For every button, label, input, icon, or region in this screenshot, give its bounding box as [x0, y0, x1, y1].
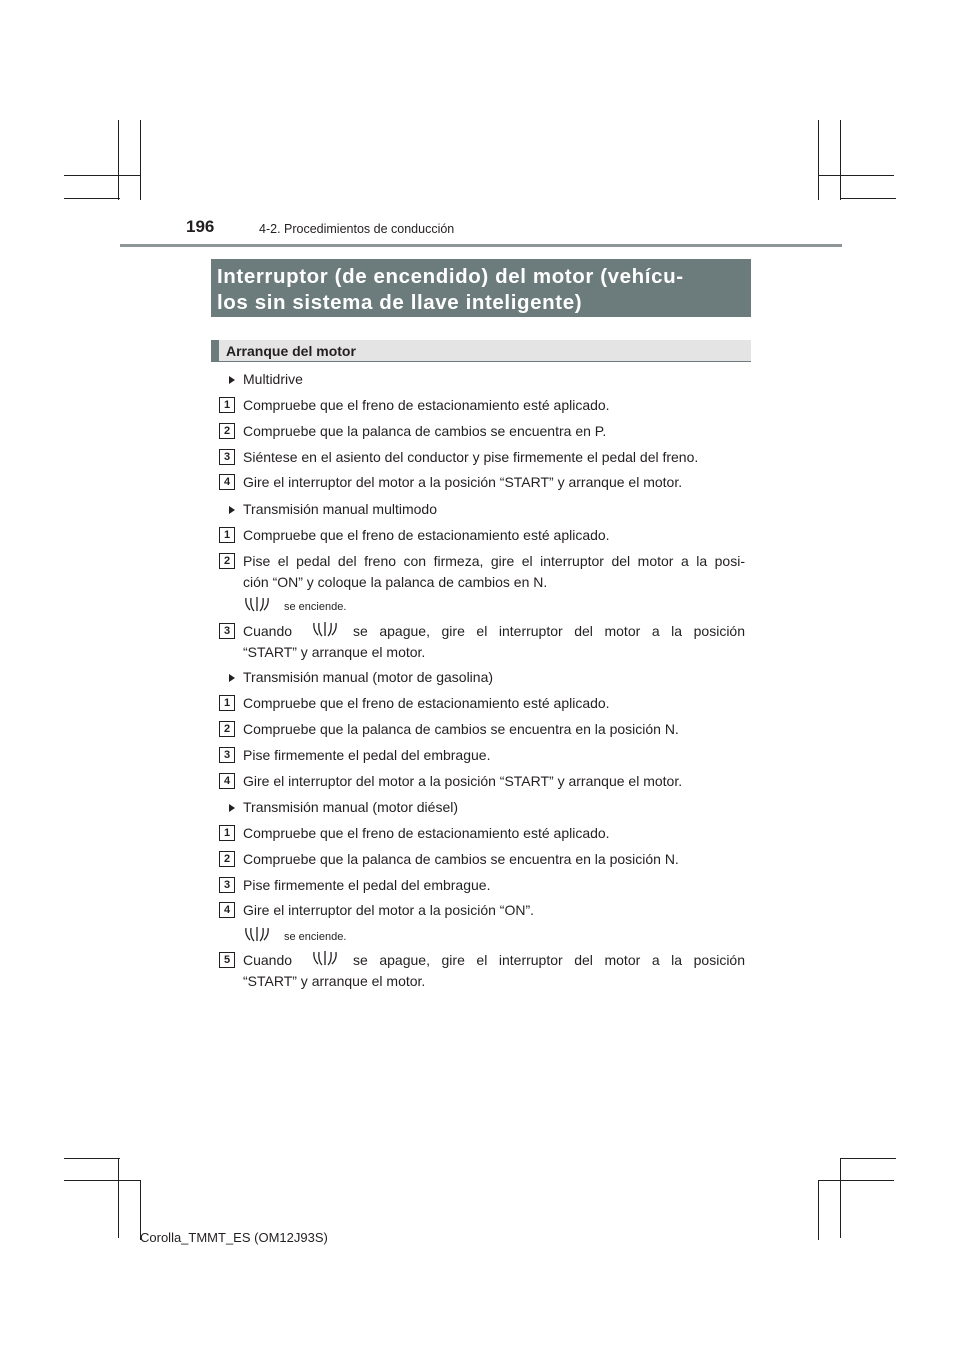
step-number: 1 — [219, 825, 235, 841]
step-number: 1 — [219, 527, 235, 543]
group-heading: Multidrive — [243, 371, 303, 387]
glow-plug-indicator-icon — [312, 950, 338, 966]
crop-mark — [64, 1158, 120, 1159]
step-text-before-icon: Cuando — [243, 623, 293, 639]
step-text-continued: ción “ON” y coloque la palanca de cambios en N. — [243, 574, 548, 590]
page-title-line-1: Interruptor (de encendido) del motor (vehícu- — [217, 265, 684, 288]
group-heading: Transmisión manual multimodo — [243, 501, 437, 517]
step-number: 4 — [219, 902, 235, 918]
step-number: 2 — [219, 553, 235, 569]
step-text-after-icon: se apague, gire el interruptor del motor a la posición — [353, 952, 745, 968]
step-text: Compruebe que el freno de estacionamiento esté aplicado. — [243, 527, 610, 543]
crop-mark — [118, 120, 119, 200]
step-text: Compruebe que la palanca de cambios se encuentra en la posición N. — [243, 721, 679, 737]
group-heading: Transmisión manual (motor diésel) — [243, 799, 458, 815]
step-text: Pise el pedal del freno con firmeza, gire el interruptor del motor a la posi- — [243, 553, 745, 569]
crop-mark — [64, 198, 120, 199]
step-text-after-icon: se apague, gire el interruptor del motor a la posición — [353, 623, 745, 639]
step-text: Gire el interruptor del motor a la posición “START” y arranque el motor. — [243, 773, 683, 789]
triangle-bullet-icon — [229, 804, 235, 812]
glow-plug-indicator-icon — [244, 596, 270, 612]
step-text-continued: “START” y arranque el motor. — [243, 973, 426, 989]
triangle-bullet-icon — [229, 506, 235, 514]
step-number: 2 — [219, 851, 235, 867]
step-number: 4 — [219, 773, 235, 789]
glow-plug-indicator-icon — [244, 926, 270, 942]
header-rule — [120, 244, 842, 247]
crop-mark — [818, 1180, 819, 1240]
crop-mark — [818, 1180, 894, 1181]
step-number: 1 — [219, 695, 235, 711]
step-text: Compruebe que la palanca de cambios se encuentra en P. — [243, 423, 607, 439]
step-text: Compruebe que la palanca de cambios se encuentra en la posición N. — [243, 851, 679, 867]
group-heading: Transmisión manual (motor de gasolina) — [243, 669, 494, 685]
document-id: Corolla_TMMT_ES (OM12J93S) — [140, 1230, 328, 1245]
step-text: Pise firmemente el pedal del embrague. — [243, 877, 491, 893]
crop-mark — [64, 1180, 140, 1181]
step-text: Compruebe que el freno de estacionamiento esté aplicado. — [243, 695, 610, 711]
subheading: Arranque del motor — [211, 340, 751, 362]
crop-mark — [840, 1158, 841, 1238]
step-number: 2 — [219, 423, 235, 439]
crop-mark — [818, 175, 894, 176]
step-text: Compruebe que el freno de estacionamiento esté aplicado. — [243, 825, 610, 841]
step-number: 3 — [219, 449, 235, 465]
section-title: 4-2. Procedimientos de conducción — [259, 222, 455, 236]
step-text: Pise firmemente el pedal del embrague. — [243, 747, 491, 763]
step-text: Compruebe que el freno de estacionamiento esté aplicado. — [243, 397, 610, 413]
step-text-continued: “START” y arranque el motor. — [243, 644, 426, 660]
triangle-bullet-icon — [229, 376, 235, 384]
step-number: 1 — [219, 397, 235, 413]
indicator-note: se enciende. — [284, 931, 347, 943]
crop-mark — [64, 175, 140, 176]
step-number: 3 — [219, 623, 235, 639]
crop-mark — [840, 198, 896, 199]
indicator-note: se enciende. — [284, 601, 347, 613]
page-title-line-2: los sin sistema de llave inteligente) — [217, 291, 583, 314]
glow-plug-indicator-icon — [312, 621, 338, 637]
step-number: 5 — [219, 952, 235, 968]
step-text-before-icon: Cuando — [243, 952, 293, 968]
step-text: Siéntese en el asiento del conductor y pise firmemente el pedal del freno. — [243, 449, 699, 465]
crop-mark — [840, 120, 841, 200]
page-number: 196 — [186, 217, 215, 236]
page-title — [211, 259, 751, 317]
crop-mark — [140, 120, 141, 200]
crop-mark — [118, 1158, 119, 1238]
crop-mark — [818, 120, 819, 200]
step-number: 2 — [219, 721, 235, 737]
step-number: 4 — [219, 474, 235, 490]
crop-mark — [840, 1158, 896, 1159]
step-number: 3 — [219, 747, 235, 763]
step-text: Gire el interruptor del motor a la posición “ON”. — [243, 902, 534, 918]
step-number: 3 — [219, 877, 235, 893]
triangle-bullet-icon — [229, 674, 235, 682]
step-text: Gire el interruptor del motor a la posición “START” y arranque el motor. — [243, 474, 683, 490]
